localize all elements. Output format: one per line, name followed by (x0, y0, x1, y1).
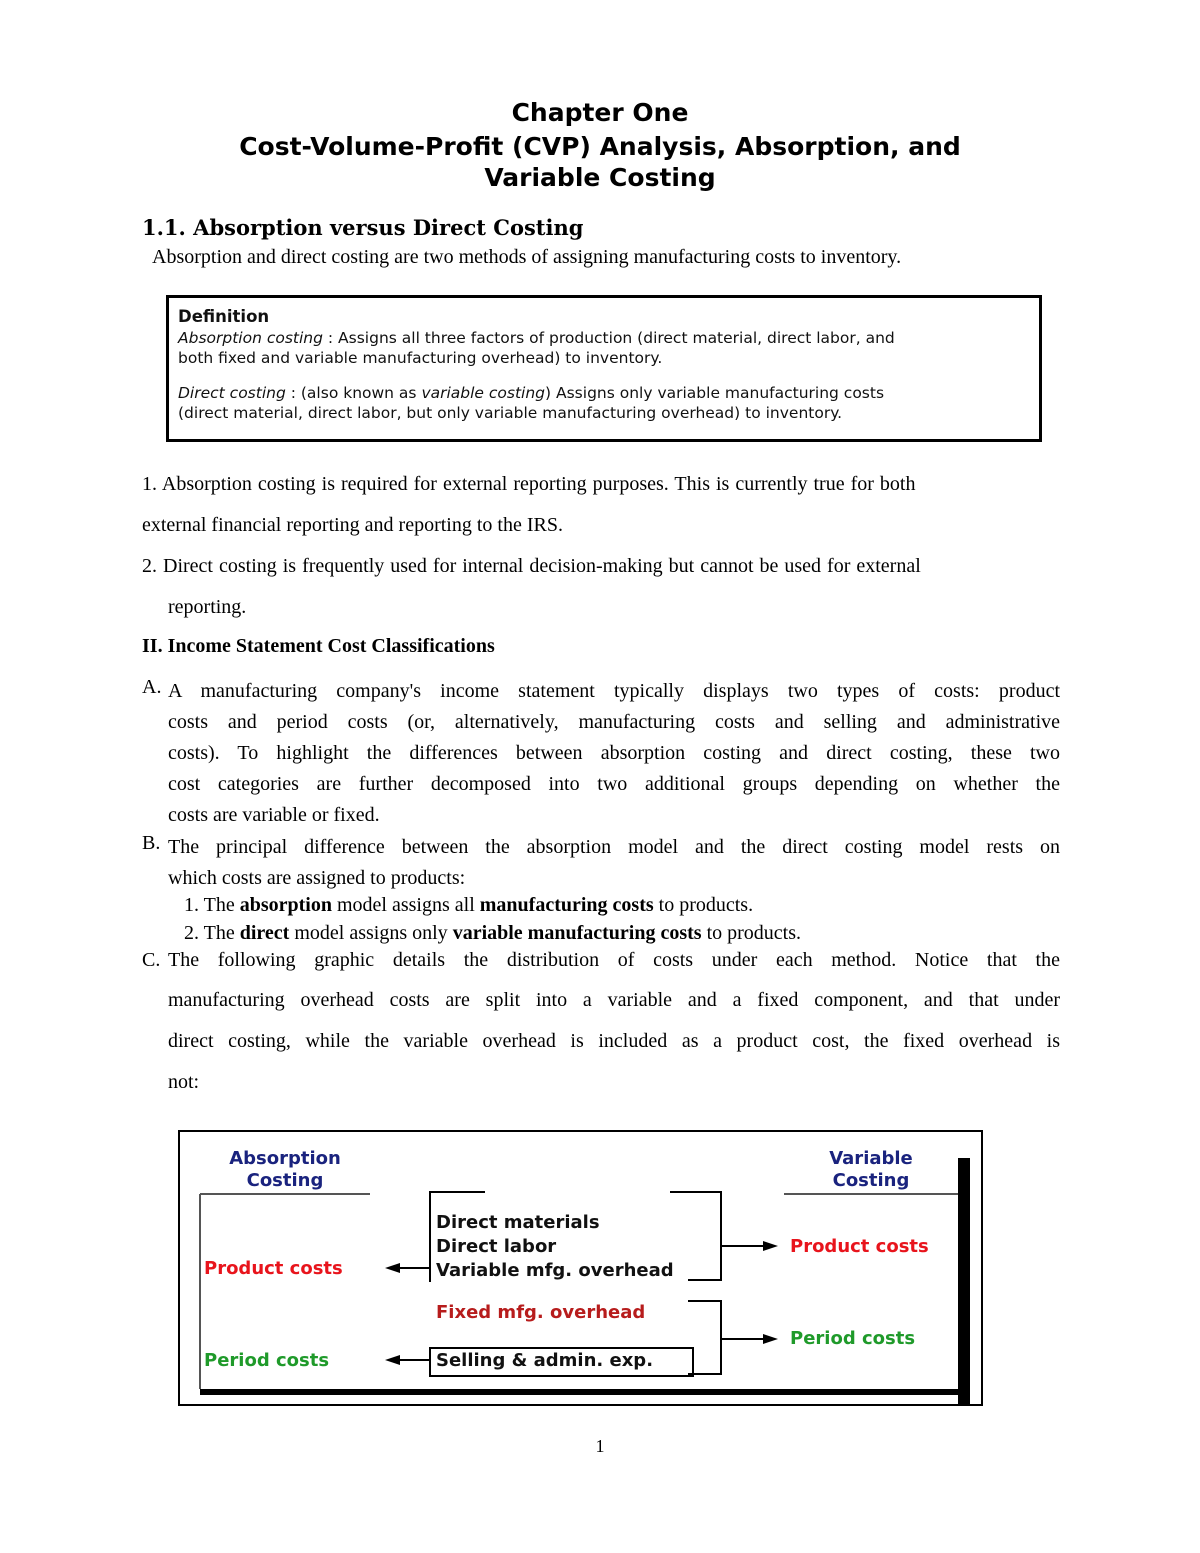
diagram-shadow-right (958, 1158, 970, 1404)
direct-definition: Direct costing : (also known as variable costing) Assigns only variable manufacturing costs (178, 384, 885, 402)
fixed-mfg-overhead: Fixed mfg. overhead (436, 1302, 646, 1323)
item-a-line: costs are variable or fixed. (168, 804, 380, 826)
arrow-right-period-head (763, 1334, 778, 1344)
definition-box (166, 295, 1042, 442)
item-a-label: A. (142, 676, 162, 698)
item-c-line: not: (168, 1071, 200, 1093)
point-1-cont: external financial reporting and reporting to the IRS. (142, 514, 563, 536)
item-c-line: direct costing, while the variable overhead is included as a product cost, the fixed overhead is (168, 1030, 1060, 1052)
page-number: 1 (595, 1436, 605, 1456)
item-a-line: costs and period costs (or, alternatively, manufacturing costs and selling and administrative (168, 711, 1060, 733)
item-b-line: which costs are assigned to products: (168, 867, 466, 889)
right-product-costs: Product costs (790, 1236, 929, 1257)
point-2-cont: reporting. (168, 596, 247, 618)
arrow-left-product-head (385, 1263, 400, 1273)
right-period-costs: Period costs (790, 1328, 916, 1349)
direct-materials: Direct materials (436, 1212, 600, 1233)
page-title-continued: Variable Costing (484, 163, 716, 192)
left-product-costs: Product costs (204, 1258, 343, 1279)
point-2: 2. Direct costing is frequently used for internal decision-making but cannot be used for external (142, 555, 921, 577)
left-header: Absorption Costing (229, 1148, 341, 1191)
item-c-line: manufacturing overhead costs are split into a variable and a fixed component, and that under (168, 989, 1060, 1011)
variable-cost-list (436, 1211, 674, 1283)
item-c-label: C. (142, 949, 161, 971)
item-a-line: cost categories are further decomposed into two additional groups depending on whether the (168, 773, 1060, 795)
item-b-1: 1. The absorption model assigns all manufacturing costs to products. (184, 894, 754, 916)
direct-term: Direct costing (178, 384, 286, 402)
absorption-term: Absorption costing (178, 329, 323, 347)
diagram-shadow-bottom (200, 1389, 970, 1395)
left-period-costs: Period costs (204, 1350, 330, 1371)
section-heading-1-1: 1.1. Absorption versus Direct Costing (142, 215, 584, 240)
item-b-line: The principal difference between the absorption model and the direct costing model rests on (168, 836, 1060, 858)
item-a-line: A manufacturing company's income statement typically displays two types of costs: product (168, 680, 1060, 702)
direct-labor: Direct labor (436, 1236, 557, 1257)
variable-mfg-overhead: Variable mfg. overhead (436, 1260, 674, 1281)
arrow-left-period-head (385, 1355, 400, 1365)
absorption-definition-cont: both fixed and variable manufacturing overhead) to inventory. (178, 349, 663, 367)
arrow-right-product-head (763, 1241, 778, 1251)
item-b-2: 2. The direct model assigns only variable manufacturing costs to products. (184, 922, 802, 944)
item-c-line: The following graphic details the distribution of costs under each method. Notice that the (168, 949, 1060, 971)
right-header: Variable Costing (829, 1148, 913, 1191)
absorption-definition: Absorption costing : Assigns all three factors of production (direct material, direct labor, and (178, 329, 895, 347)
section-heading-ii: II. Income Statement Cost Classifications (142, 635, 495, 657)
middle-upper-bracket-right (670, 1192, 721, 1280)
direct-definition-cont: (direct material, direct labor, but only variable manufacturing overhead) to inventory. (178, 404, 843, 422)
item-a-line: costs). To highlight the differences between absorption costing and direct costing, these two (168, 742, 1060, 764)
item-b-label: B. (142, 832, 161, 854)
definition-heading: Definition (178, 307, 270, 326)
costing-diagram (178, 1130, 983, 1406)
page-title: Cost-Volume-Profit (CVP) Analysis, Absorption, and (239, 132, 961, 161)
chapter-label: Chapter One (511, 98, 689, 127)
section-intro: Absorption and direct costing are two methods of assigning manufacturing costs to inventory. (152, 246, 902, 268)
selling-admin-exp: Selling & admin. exp. (436, 1350, 654, 1371)
point-1: 1. Absorption costing is required for external reporting purposes. This is currently true for both (142, 473, 916, 495)
